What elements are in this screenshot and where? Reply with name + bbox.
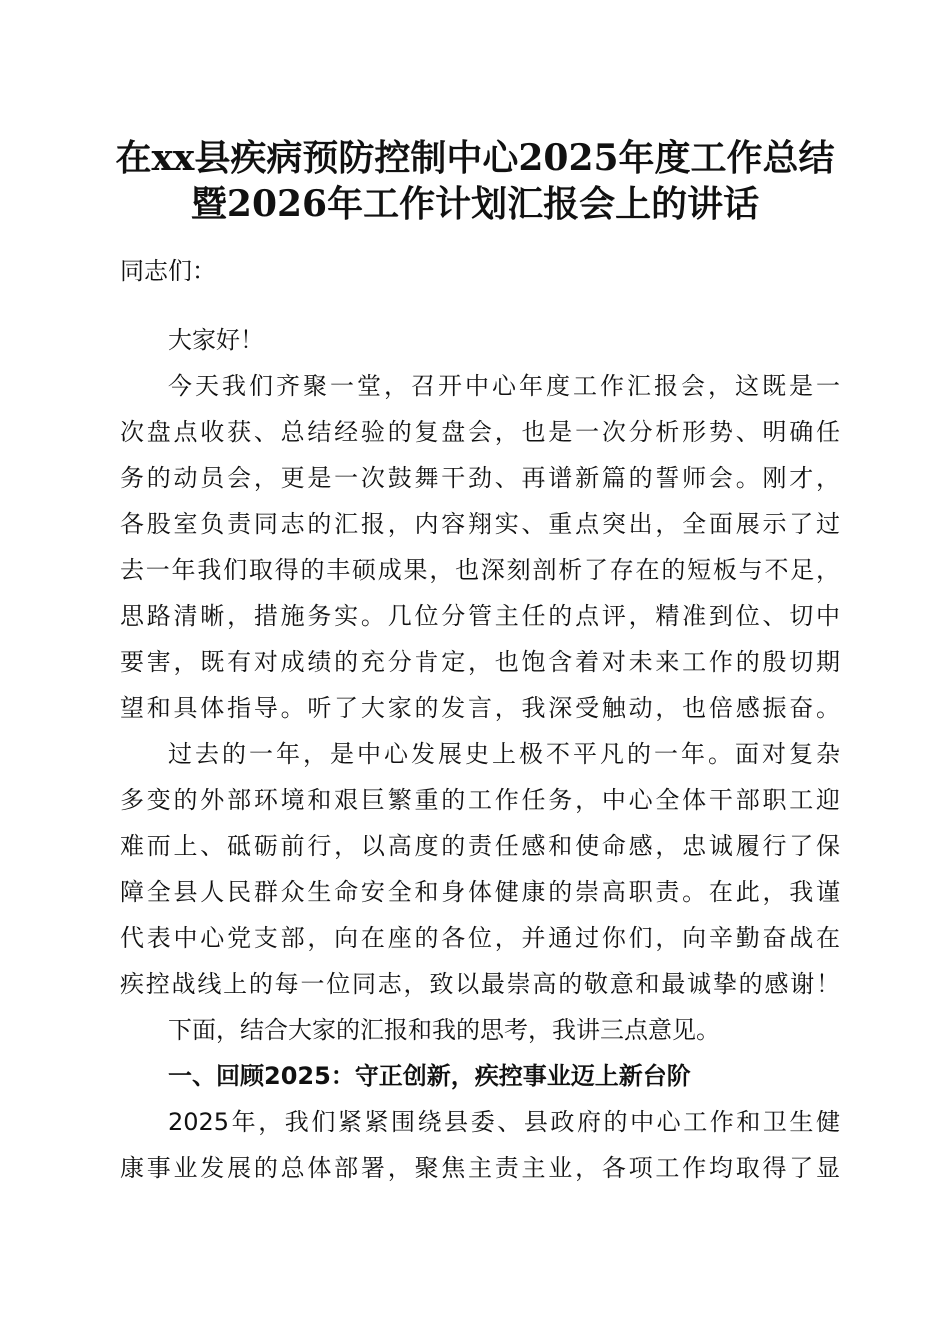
paragraph-line: 各股室负责同志的汇报，内容翔实、重点突出，全面展示了过 — [120, 510, 840, 538]
paragraph-line: 障全县人民群众生命安全和身体健康的崇高职责。在此，我谨 — [120, 878, 840, 906]
paragraph-line: 多变的外部环境和艰巨繁重的工作任务，中心全体干部职工迎 — [120, 786, 840, 814]
paragraph-line: 2025年，我们紧紧围绕县委、县政府的中心工作和卫生健 — [168, 1108, 840, 1136]
paragraph-line: 过去的一年，是中心发展史上极不平凡的一年。面对复杂 — [168, 740, 840, 768]
document-title-line-2: 暨2026年工作计划汇报会上的讲话 — [190, 183, 760, 225]
paragraph-line: 去一年我们取得的丰硕成果，也深刻剖析了存在的短板与不足， — [120, 556, 840, 584]
paragraph-line: 思路清晰，措施务实。几位分管主任的点评，精准到位、切中 — [120, 602, 840, 630]
paragraph-line: 望和具体指导。听了大家的发言，我深受触动，也倍感振奋。 — [120, 694, 840, 722]
paragraph-line: 务的动员会，更是一次鼓舞干劲、再谱新篇的誓师会。刚才， — [120, 464, 840, 492]
greeting: 大家好！ — [168, 326, 264, 354]
paragraph-line: 疾控战线上的每一位同志，致以最崇高的敬意和最诚挚的感谢！ — [120, 970, 840, 998]
paragraph-line: 要害，既有对成绩的充分肯定，也饱含着对未来工作的殷切期 — [120, 648, 840, 676]
paragraph-line: 代表中心党支部，向在座的各位，并通过你们，向辛勤奋战在 — [120, 924, 840, 952]
paragraph-line: 今天我们齐聚一堂，召开中心年度工作汇报会，这既是一 — [168, 372, 840, 400]
paragraph-line: 难而上、砥砺前行，以高度的责任感和使命感，忠诚履行了保 — [120, 832, 840, 860]
paragraph-line: 康事业发展的总体部署，聚焦主责主业，各项工作均取得了显 — [120, 1154, 840, 1182]
paragraph-line: 次盘点收获、总结经验的复盘会，也是一次分析形势、明确任 — [120, 418, 840, 446]
salutation: 同志们： — [120, 257, 216, 285]
paragraph-line: 下面，结合大家的汇报和我的思考，我讲三点意见。 — [168, 1016, 720, 1044]
document-title-line-1: 在xx县疾病预防控制中心2025年度工作总结 — [115, 137, 835, 179]
section-heading: 一、回顾2025：守正创新，疾控事业迈上新台阶 — [168, 1062, 691, 1090]
